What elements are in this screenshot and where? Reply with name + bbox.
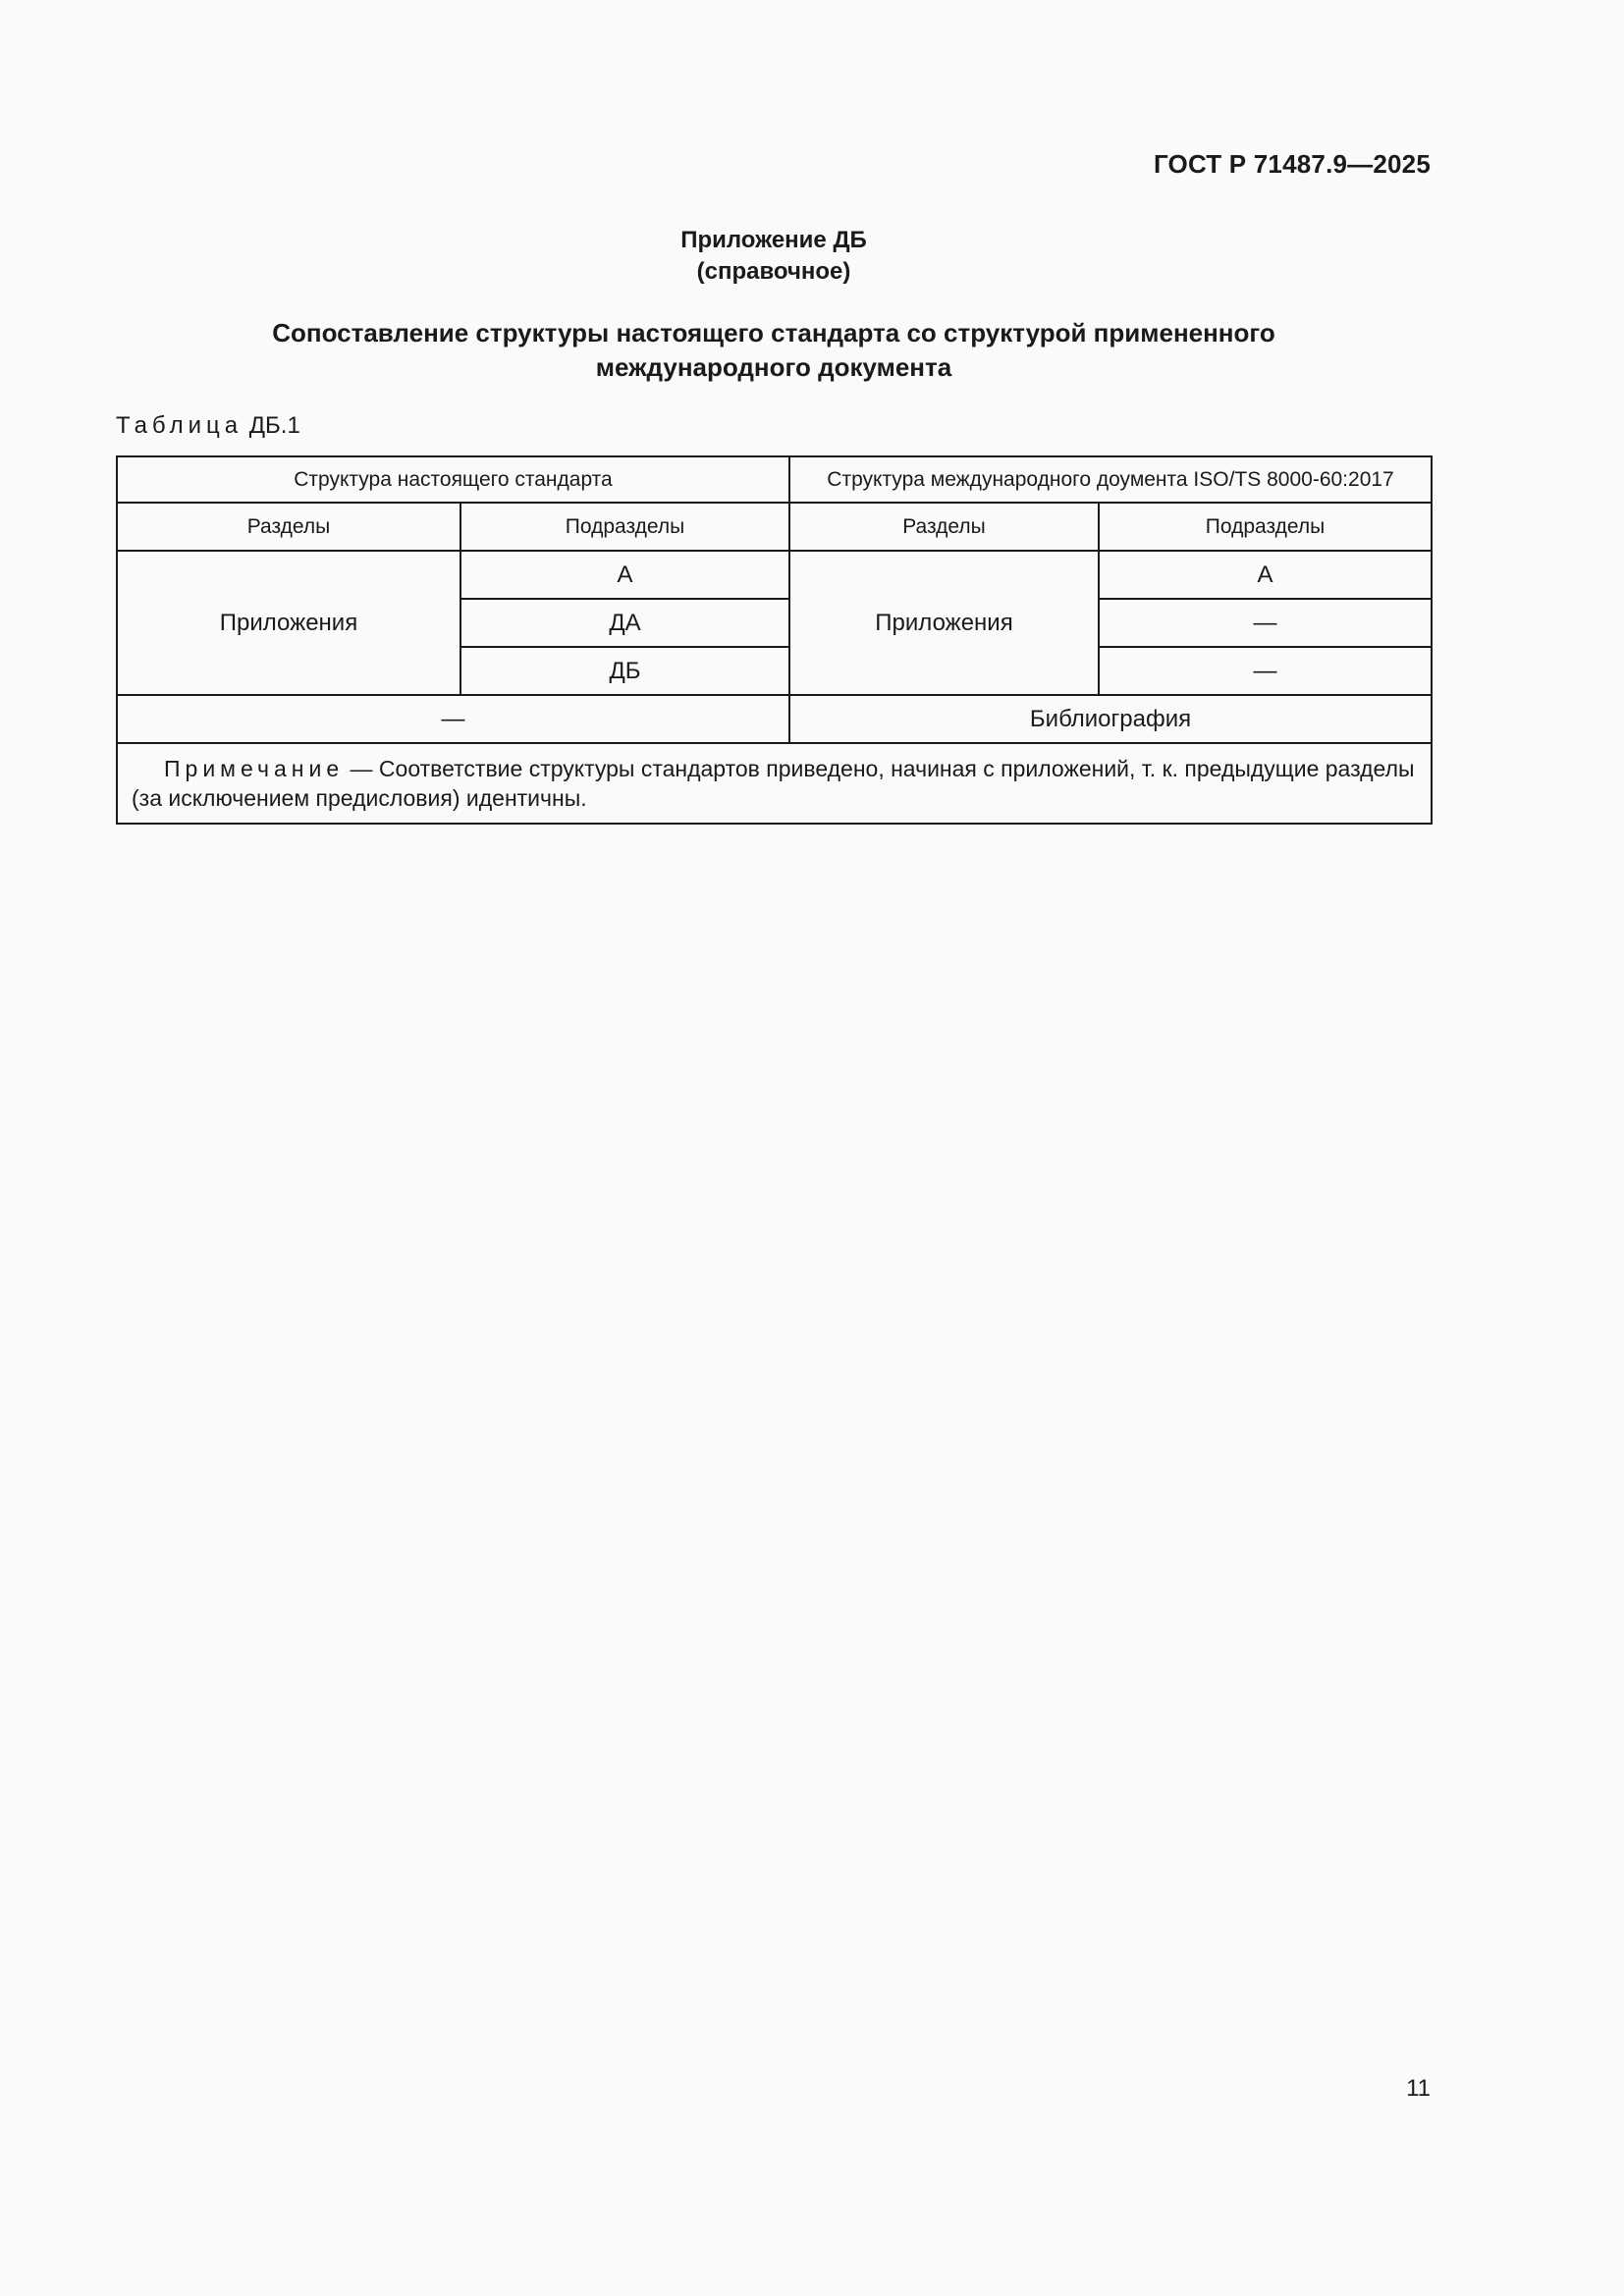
header-right-subsections: Подразделы bbox=[1099, 503, 1432, 551]
header-right-group: Структура международного доумента ISO/TS 8000-60:2017 bbox=[789, 456, 1432, 503]
document-code: ГОСТ Р 71487.9—2025 bbox=[1153, 149, 1431, 179]
note-text: — Соответствие структуры стандартов приведено, начиная с приложений, т. к. предыдущие разделы (за исключением предисловия) идентичны. bbox=[132, 756, 1415, 811]
section-title bbox=[0, 316, 1547, 385]
right-section-cell: Приложения bbox=[789, 551, 1099, 695]
table-note bbox=[117, 743, 1432, 824]
header-left-group: Структура настоящего стандарта bbox=[117, 456, 789, 503]
table-subheader-row bbox=[117, 503, 1432, 551]
appendix-heading bbox=[0, 225, 1547, 288]
table-note-row bbox=[117, 743, 1432, 824]
last-left-cell: — bbox=[117, 695, 789, 743]
left-section-cell: Приложения bbox=[117, 551, 460, 695]
table-row bbox=[117, 695, 1432, 743]
right-subsection-cell: — bbox=[1099, 647, 1432, 695]
right-subsection-cell: А bbox=[1099, 551, 1432, 599]
appendix-title: Приложение ДБ bbox=[680, 227, 867, 253]
last-right-cell: Библиография bbox=[789, 695, 1432, 743]
table-caption-id: ДБ.1 bbox=[248, 412, 300, 439]
right-subsection-cell: — bbox=[1099, 599, 1432, 647]
header-left-sections: Разделы bbox=[117, 503, 460, 551]
header-left-subsections: Подразделы bbox=[460, 503, 789, 551]
table-header-row bbox=[117, 456, 1432, 503]
appendix-kind: (справочное) bbox=[696, 258, 851, 285]
table-caption bbox=[116, 412, 300, 440]
note-label: Примечание bbox=[164, 756, 345, 781]
left-subsection-cell: ДА bbox=[460, 599, 789, 647]
page-number: 11 bbox=[1406, 2075, 1431, 2102]
left-subsection-cell: ДБ bbox=[460, 647, 789, 695]
table-caption-word: Таблица bbox=[116, 412, 244, 439]
left-subsection-cell: А bbox=[460, 551, 789, 599]
table-row bbox=[117, 551, 1432, 599]
section-title-line2: международного документа bbox=[595, 352, 952, 382]
comparison-table bbox=[116, 455, 1433, 825]
section-title-line1: Сопоставление структуры настоящего стандарта со структурой примененного bbox=[272, 318, 1275, 347]
header-right-sections: Разделы bbox=[789, 503, 1099, 551]
